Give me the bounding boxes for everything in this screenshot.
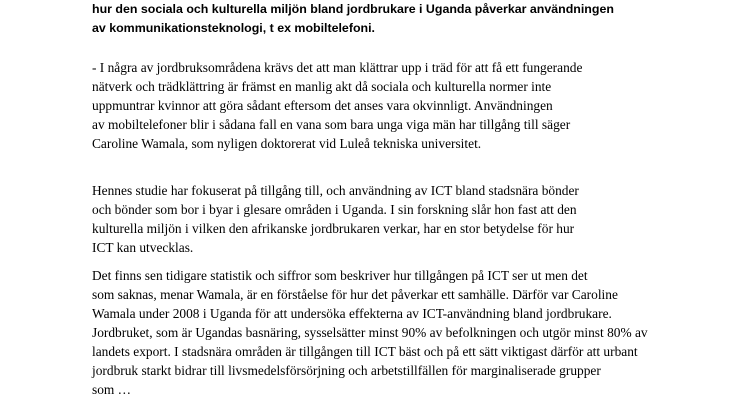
paragraph-line: Jordbruket, som är Ugandas basnäring, sysselsätter minst 90% av befolkningen och utgör minst 80% av <box>92 325 648 340</box>
paragraph-line: jordbruk starkt bidrar till livsmedelsförsörjning och arbetstillfällen för marginaliserade grupper <box>92 363 601 378</box>
paragraph-line: Hennes studie har fokuserat på tillgång till, och användning av ICT bland stadsnära bönder <box>92 183 579 198</box>
paragraph-line: av mobiltelefoner blir i sådana fall en vana som bara unga viga män har tillgång till säger <box>92 117 571 132</box>
lead-line: hur den sociala och kulturella miljön bland jordbrukare i Uganda påverkar användningen <box>92 2 614 16</box>
paragraph-line: som saknas, menar Wamala, är en förståelse för hur det påverkar ett samhälle. Därför var Caroline <box>92 287 618 302</box>
paragraph-line: nätverk och trädklättring är främst en manlig akt då sociala och kulturella normer inte <box>92 79 552 94</box>
lead-line: av kommunikationsteknologi, t ex mobiltelefoni. <box>92 21 375 35</box>
paragraph-line: Det finns sen tidigare statistik och siffror som beskriver hur tillgången på ICT ser ut men det <box>92 268 588 283</box>
paragraph-line: och bönder som bor i byar i glesare områden i Uganda. I sin forskning slår hon fast att den <box>92 202 577 217</box>
paragraph-line: landets export. I stadsnära områden är tillgången till ICT bäst och på ett sätt viktigast därför att urbant <box>92 344 638 359</box>
study-paragraph <box>92 181 712 257</box>
paragraph-line: - I några av jordbruksområdena krävs det att man klättrar upp i träd för att få ett fungerande <box>92 60 583 75</box>
paragraph-line: som … <box>92 382 132 397</box>
lead-paragraph <box>92 0 712 38</box>
paragraph-line: Wamala under 2008 i Uganda för att undersöka effekterna av ICT-användning bland jordbrukare. <box>92 306 612 321</box>
paragraph-line: ICT kan utvecklas. <box>92 240 194 255</box>
paragraph-line: uppmuntrar kvinnor att göra sådant eftersom det anses vara okvinnligt. Användningen <box>92 98 553 113</box>
quote-paragraph <box>92 58 712 153</box>
statistics-paragraph <box>92 266 712 399</box>
paragraph-line: Caroline Wamala, som nyligen doktorerat vid Luleå tekniska universitet. <box>92 136 482 151</box>
paragraph-line: kulturella miljön i vilken den afrikanske jordbrukaren verkar, har en stor betydelse för hur <box>92 221 575 236</box>
